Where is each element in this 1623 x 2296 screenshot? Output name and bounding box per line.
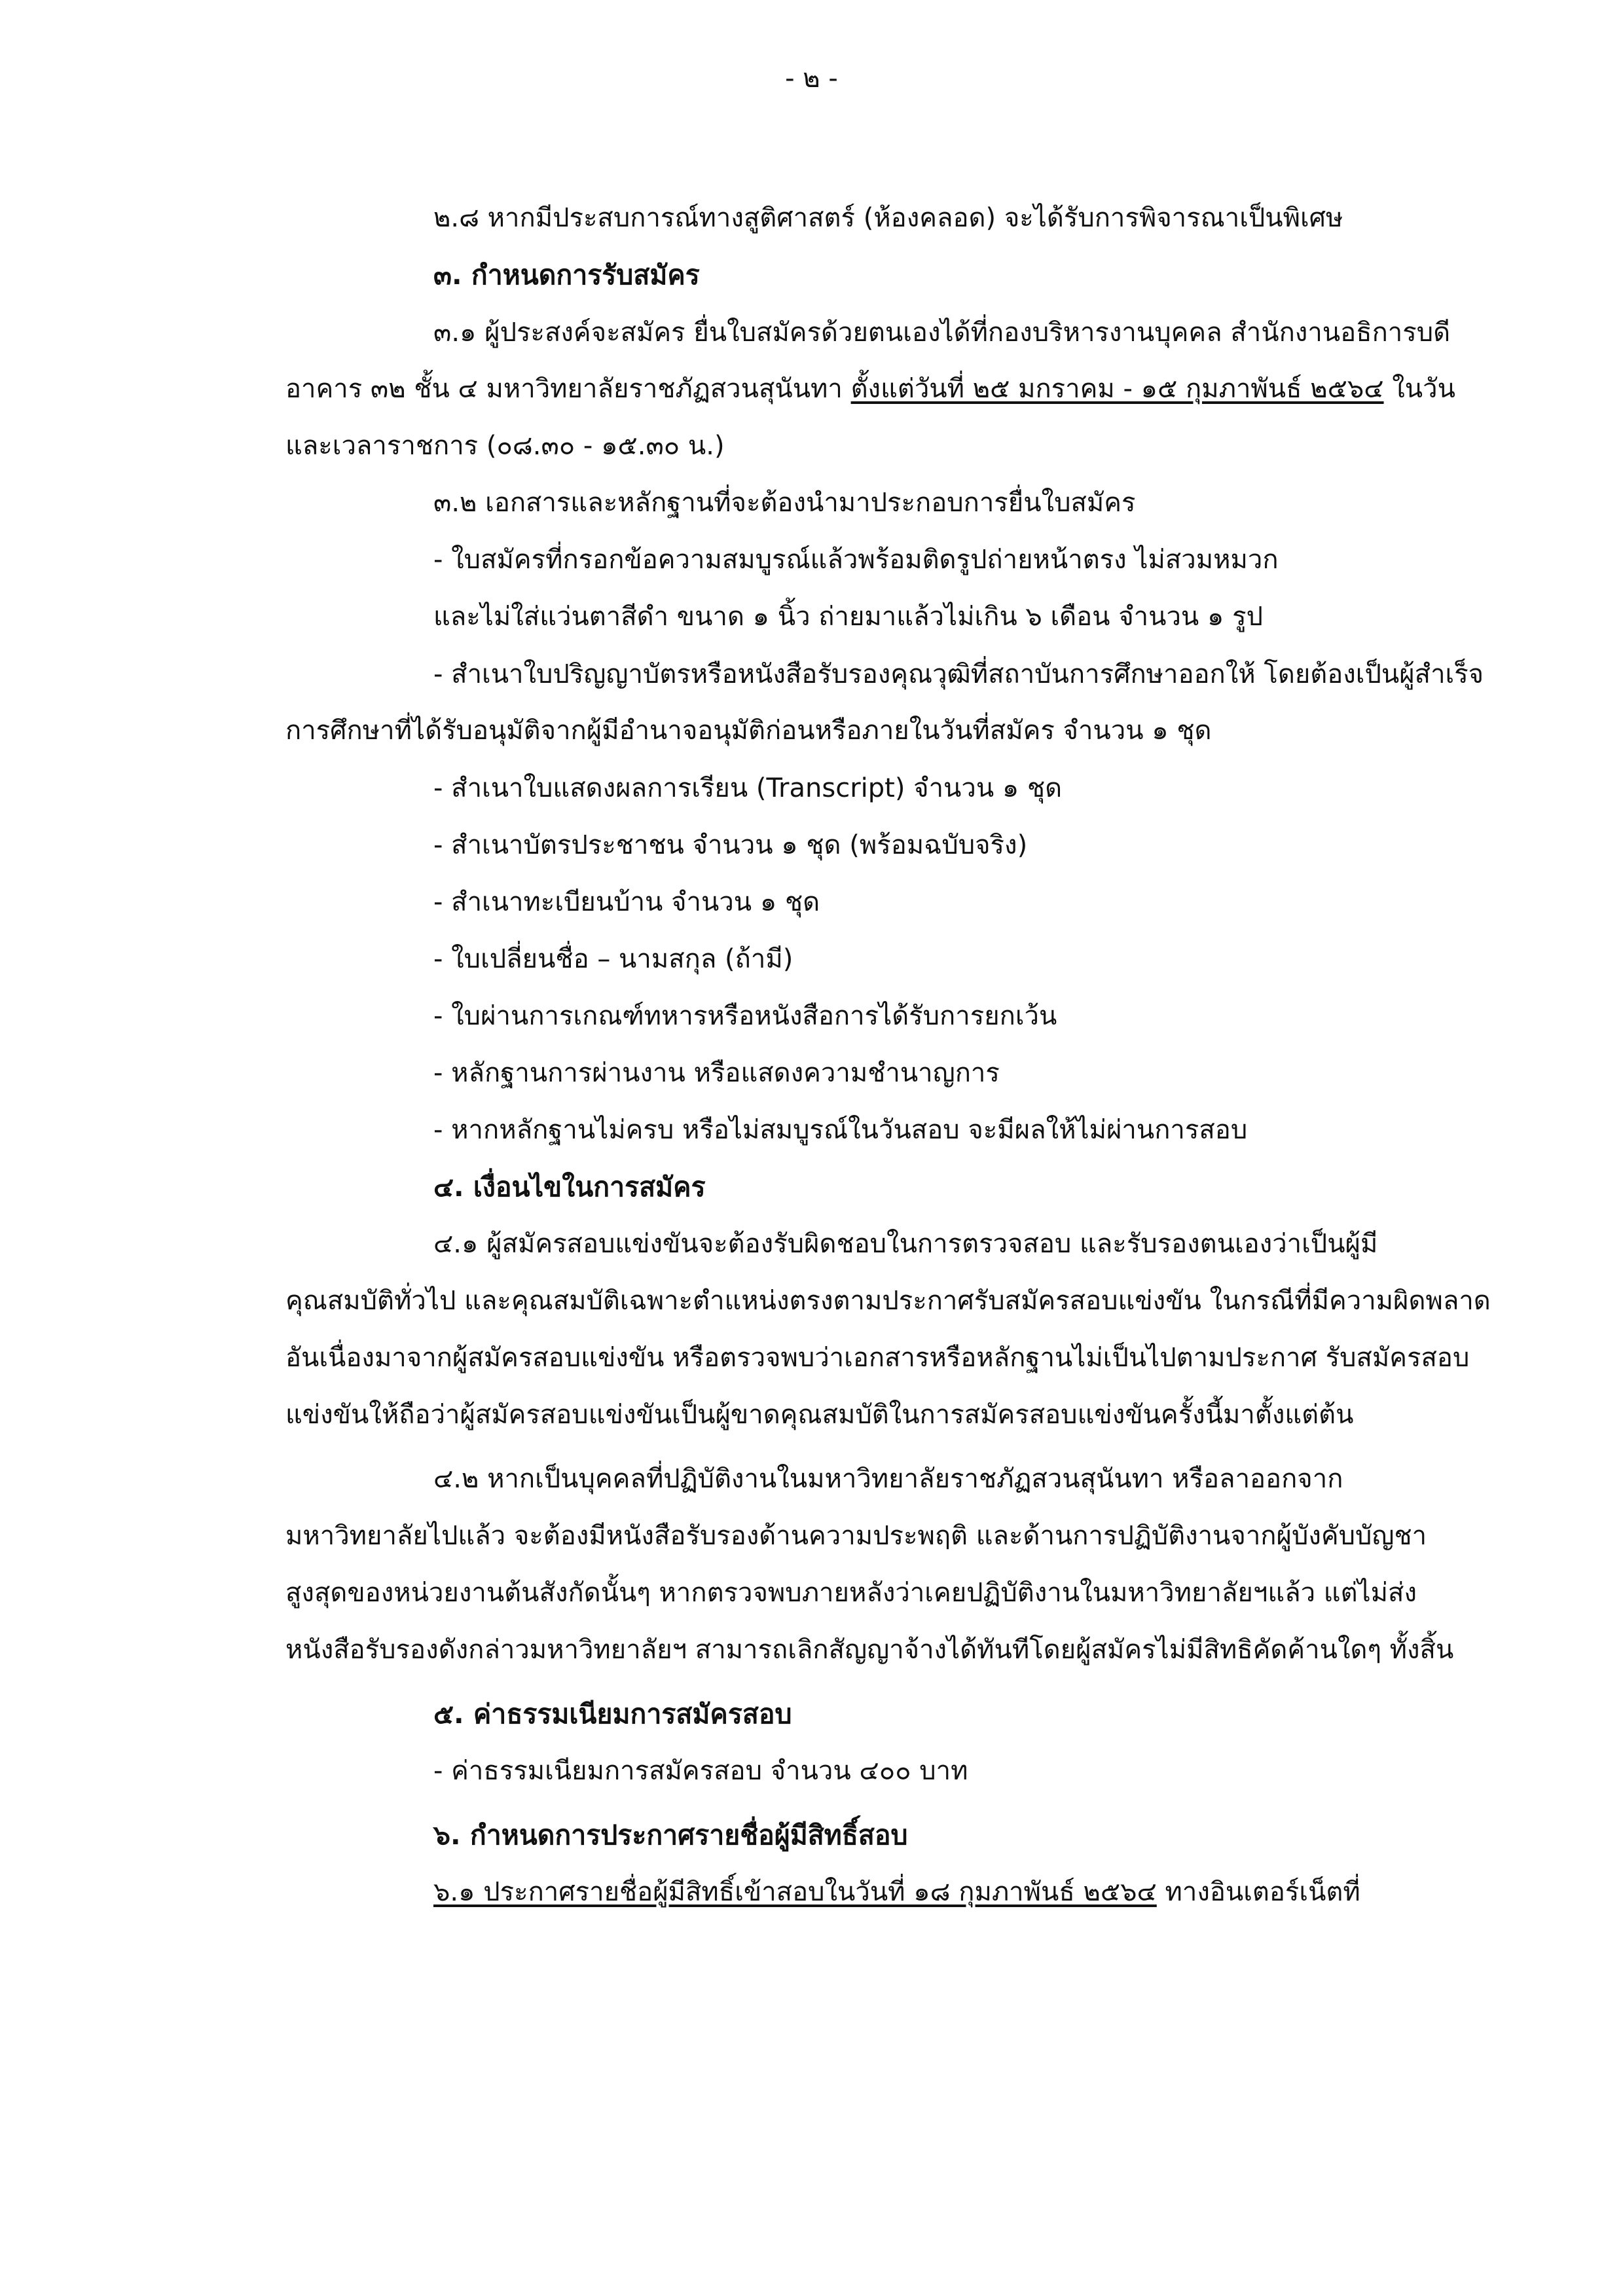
item-4-2-line-2: มหาวิทยาลัยไปแล้ว จะต้องมีหนังสือรับรองด้านความประพฤติ และด้านการปฏิบัติงานจากผู้บังคับบัญชา xyxy=(285,1521,1427,1551)
doc-item-military: - ใบผ่านการเกณฑ์ทหารหรือหนังสือการได้รับการยกเว้น xyxy=(433,1001,1057,1031)
doc-item-degree-line-1: - สำเนาใบปริญญาบัตรหรือหนังสือรับรองคุณวุฒิที่สถาบันการศึกษาออกให้ โดยต้องเป็นผู้สำเร็จ xyxy=(433,659,1484,689)
section-4-heading: ๔. เงื่อนไขในการสมัคร xyxy=(433,1171,706,1203)
item-4-1-line-1: ๔.๑ ผู้สมัครสอบแข่งขันจะต้องรับผิดชอบในการตรวจสอบ และรับรองตนเองว่าเป็นผู้มี xyxy=(433,1229,1378,1259)
item-2-8: ๒.๘ หากมีประสบการณ์ทางสูติศาสตร์ (ห้องคลอด) จะได้รับการพิจารณาเป็นพิเศษ xyxy=(433,203,1343,233)
item-4-2-line-3: สูงสุดของหน่วยงานต้นสังกัดนั้นๆ หากตรวจพบภายหลังว่าเคยปฏิบัติงานในมหาวิทยาลัยฯแล้ว แต่ไม่ส่ง xyxy=(285,1578,1417,1608)
doc-item-house-registration: - สำเนาทะเบียนบ้าน จำนวน ๑ ชุด xyxy=(433,887,820,917)
item-4-2-line-1: ๔.๒ หากเป็นบุคคลที่ปฏิบัติงานในมหาวิทยาลัยราชภัฏสวนสุนันทา หรือลาออกจาก xyxy=(433,1464,1343,1494)
item-6-1-end: ทางอินเตอร์เน็ตที่ xyxy=(1156,1877,1360,1907)
announcement-date: ๖.๑ ประกาศรายชื่อผู้มีสิทธิ์เข้าสอบในวันที่ ๑๘ กุมภาพันธ์ ๒๕๖๔ xyxy=(433,1877,1157,1907)
section-6-heading: ๖. กำหนดการประกาศรายชื่อผู้มีสิทธิ์สอบ xyxy=(433,1819,908,1851)
doc-item-transcript: - สำเนาใบแสดงผลการเรียน (Transcript) จำนวน ๑ ชุด xyxy=(433,773,1063,803)
item-3-1-line-2-text: อาคาร ๓๒ ชั้น ๔ มหาวิทยาลัยราชภัฏสวนสุนันทา xyxy=(285,374,851,404)
item-3-1-line-2 xyxy=(285,371,1455,407)
doc-item-id-card: - สำเนาบัตรประชาชน จำนวน ๑ ชุด (พร้อมฉบับจริง) xyxy=(433,830,1028,860)
item-3-1-line-2-end: ในวัน xyxy=(1383,374,1455,404)
doc-item-incomplete-note: - หากหลักฐานไม่ครบ หรือไม่สมบูรณ์ในวันสอบ จะมีผลให้ไม่ผ่านการสอบ xyxy=(433,1115,1248,1145)
doc-item-name-change: - ใบเปลี่ยนชื่อ – นามสกุล (ถ้ามี) xyxy=(433,944,793,974)
item-3-1-line-3: และเวลาราชการ (๐๘.๓๐ - ๑๕.๓๐ น.) xyxy=(285,431,725,461)
item-4-1-line-2: คุณสมบัติทั่วไป และคุณสมบัติเฉพาะตำแหน่งตรงตามประกาศรับสมัครสอบแข่งขัน ในกรณีที่มีความผิดพลาด xyxy=(285,1286,1491,1316)
application-period: ตั้งแต่วันที่ ๒๕ มกราคม - ๑๕ กุมภาพันธ์ ๒๕๖๔ xyxy=(850,374,1384,404)
item-4-1-line-3: อันเนื่องมาจากผู้สมัครสอบแข่งขัน หรือตรวจพบว่าเอกสารหรือหลักฐานไม่เป็นไปตามประกาศ รับสมัครสอบ xyxy=(285,1343,1470,1373)
doc-item-degree-line-2: การศึกษาที่ได้รับอนุมัติจากผู้มีอำนาจอนุมัติก่อนหรือภายในวันที่สมัคร จำนวน ๑ ชุด xyxy=(285,716,1212,746)
item-6-1 xyxy=(433,1874,1360,1910)
page-number: - ๒ - xyxy=(785,64,838,94)
item-4-2-line-4: หนังสือรับรองดังกล่าวมหาวิทยาลัยฯ สามารถเลิกสัญญาจ้างได้ทันทีโดยผู้สมัครไม่มีสิทธิคัดค้านใดๆ ทั้งสิ้น xyxy=(285,1635,1454,1665)
section-3-heading: ๓. กำหนดการรับสมัคร xyxy=(433,259,700,291)
item-3-2: ๓.๒ เอกสารและหลักฐานที่จะต้องนำมาประกอบการยื่นใบสมัคร xyxy=(433,488,1136,518)
item-4-1-line-4: แข่งขันให้ถือว่าผู้สมัครสอบแข่งขันเป็นผู้ขาดคุณสมบัติในการสมัครสอบแข่งขันครั้งนี้มาตั้งแต่ต้น xyxy=(285,1400,1354,1430)
doc-item-photo-line-2: และไม่ใส่แว่นตาสีดำ ขนาด ๑ นิ้ว ถ่ายมาแล้วไม่เกิน ๖ เดือน จำนวน ๑ รูป xyxy=(433,602,1263,632)
doc-item-work-evidence: - หลักฐานการผ่านงาน หรือแสดงความชำนาญการ xyxy=(433,1058,1000,1088)
section-5-heading: ๕. ค่าธรรมเนียมการสมัครสอบ xyxy=(433,1698,792,1730)
item-3-1-line-1: ๓.๑ ผู้ประสงค์จะสมัคร ยื่นใบสมัครด้วยตนเองได้ที่กองบริหารงานบุคคล สำนักงานอธิการบดี xyxy=(433,318,1451,348)
doc-item-photo-line-1: - ใบสมัครที่กรอกข้อความสมบูรณ์แล้วพร้อมติดรูปถ่ายหน้าตรง ไม่สวมหมวก xyxy=(433,545,1279,575)
fee-item: - ค่าธรรมเนียมการสมัครสอบ จำนวน ๔๐๐ บาท xyxy=(433,1756,968,1786)
